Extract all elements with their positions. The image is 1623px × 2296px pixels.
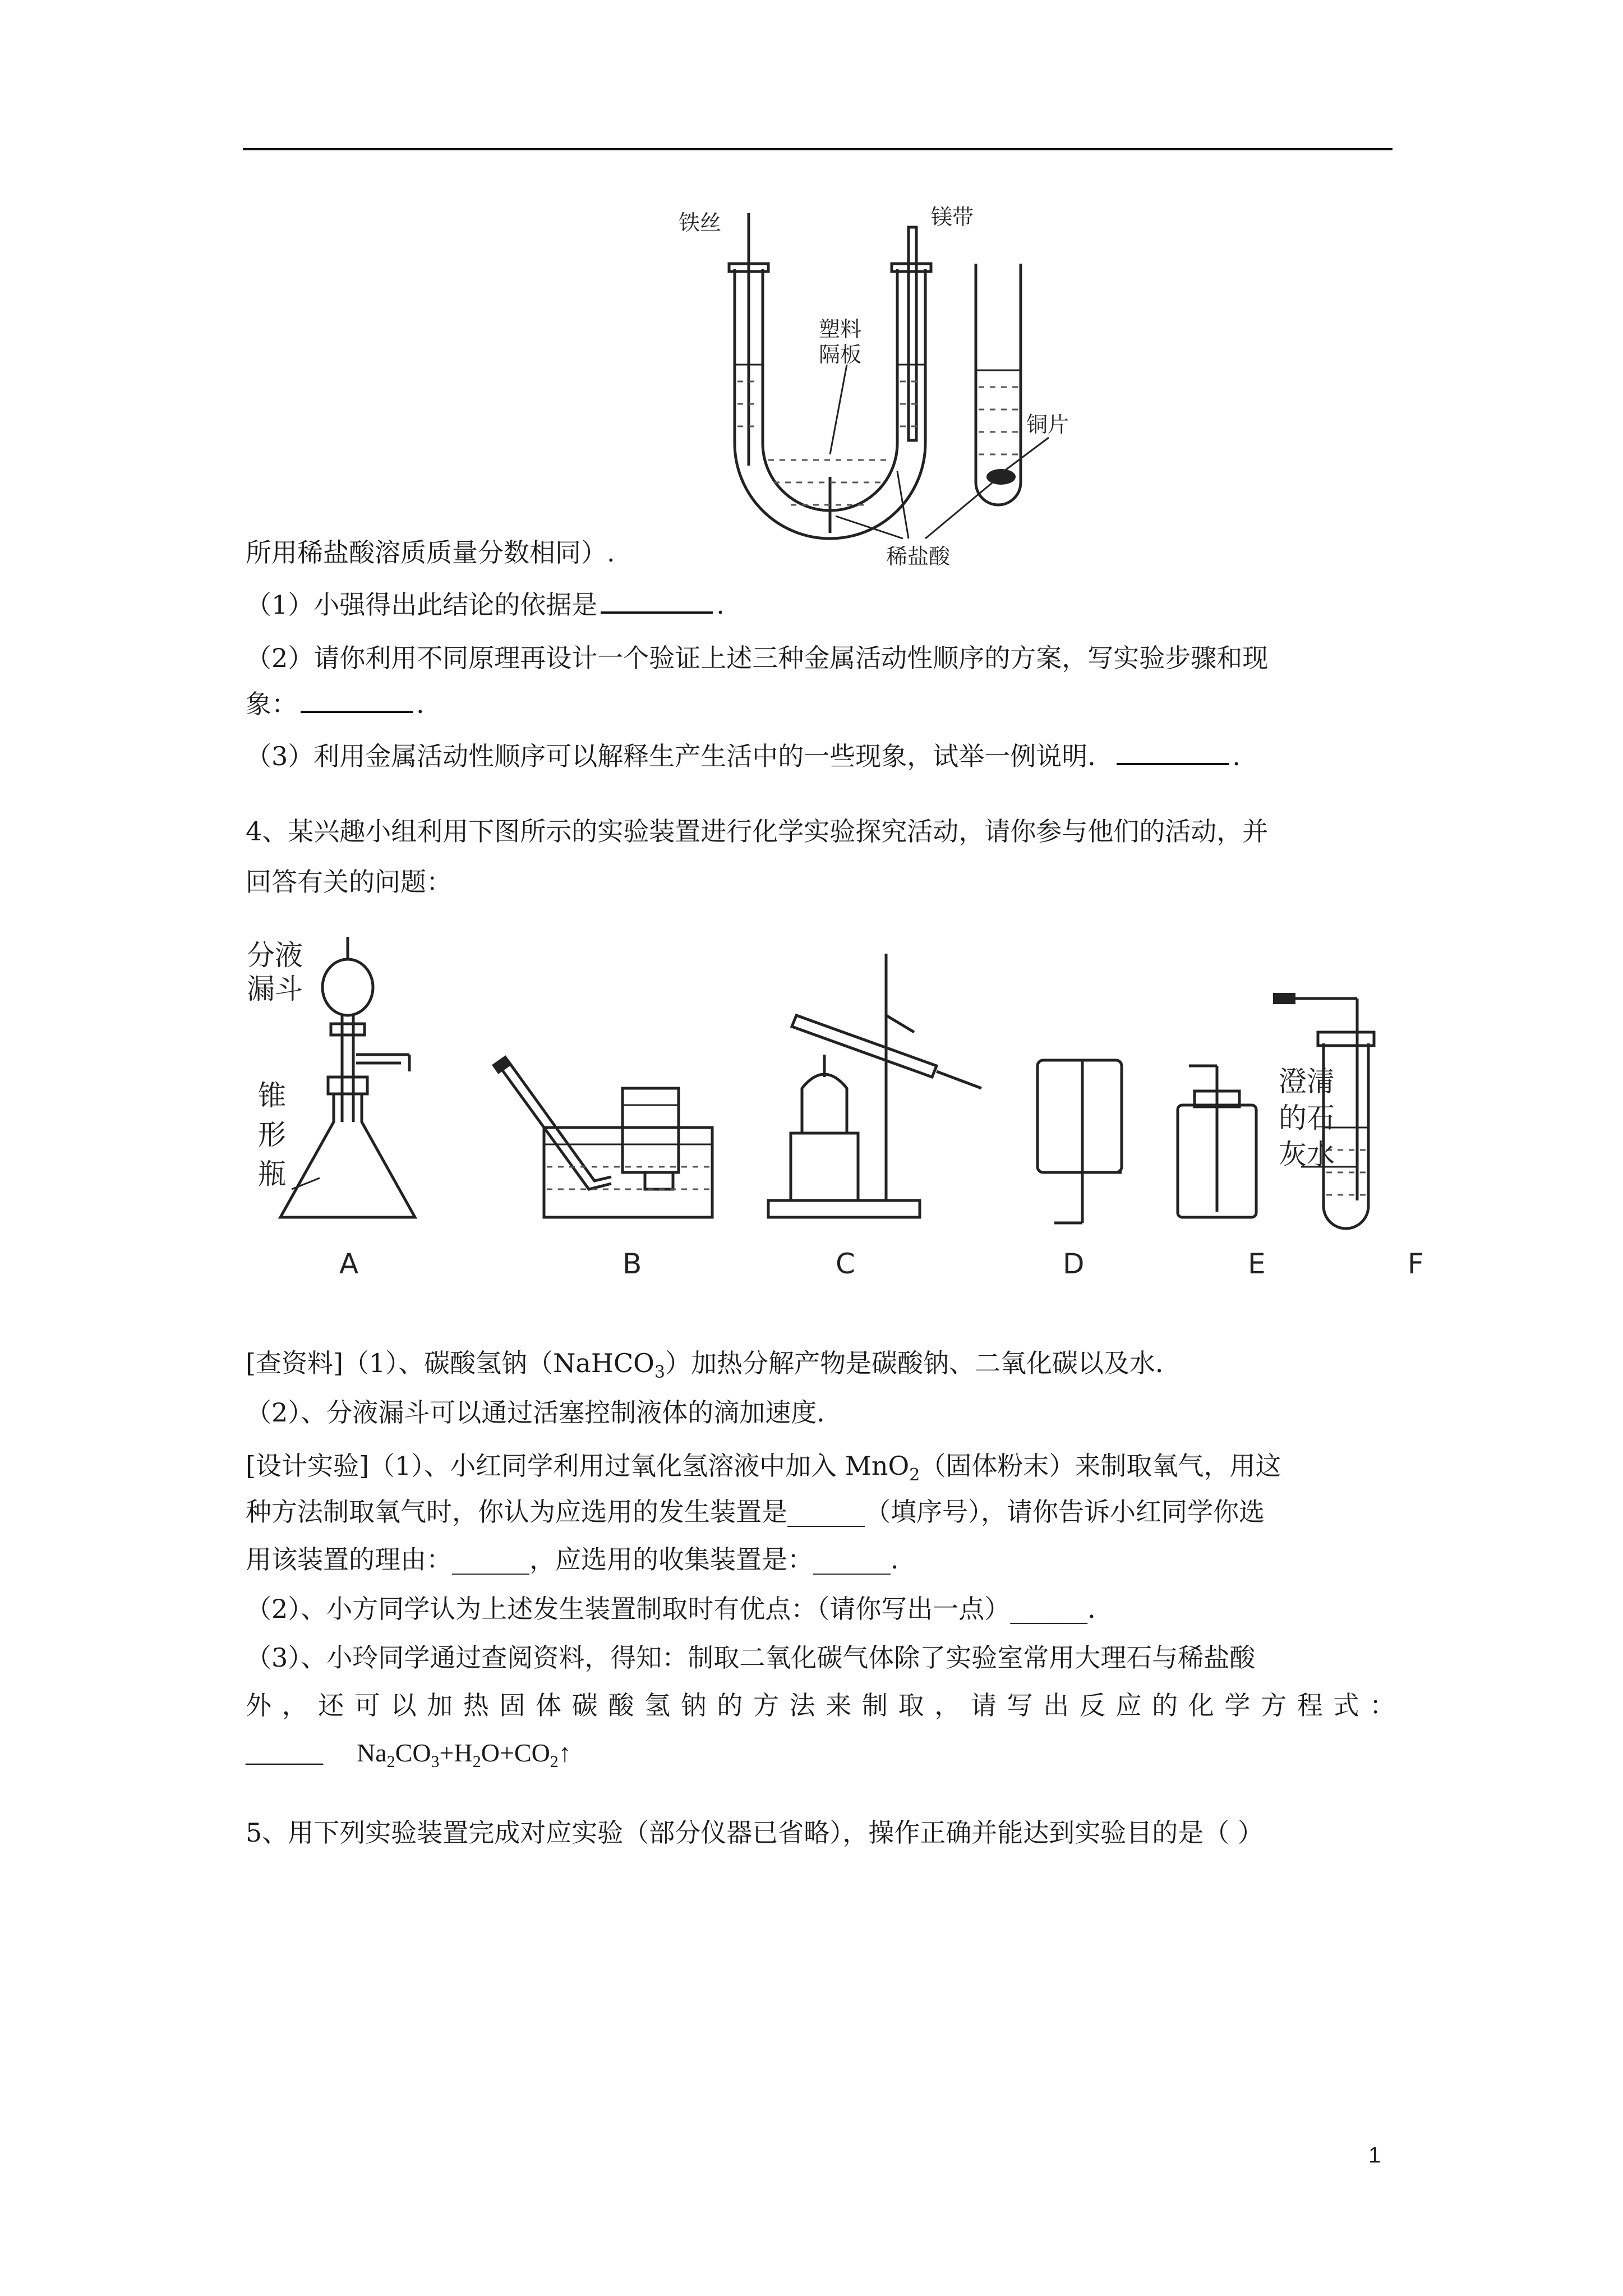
q3-part-2-line-2: [246, 687, 1395, 721]
q4-design-1-a: [设计实验]（1）、小红同学利用过氧化氢溶液中加入 MnO: [246, 1451, 910, 1481]
q3-part-3-text: （3）利用金属活动性顺序可以解释生产生活中的一些现象，试举一例说明．: [246, 741, 1114, 771]
q4-equation: [246, 1736, 1395, 1779]
q4-stem-line-2: 回答有关的问题：: [246, 867, 452, 897]
q3-part-2-text: 象：: [246, 689, 297, 719]
eq-sub: 2: [472, 1752, 481, 1771]
q4-info-1-c: ）加热分解产物是碳酸钠、二氧化碳以及水．: [665, 1348, 1181, 1378]
apparatus-c: [768, 954, 981, 1217]
eq-part: O+CO: [481, 1738, 550, 1767]
label-mg-strip: 镁带: [931, 205, 974, 229]
q4-design-1-c: （固体粉末）来制取氧气，用这: [920, 1451, 1281, 1481]
label-funnel-2: 漏斗: [247, 973, 303, 1005]
eq-sub: 2: [386, 1752, 395, 1771]
q4-design-part-2: （2）、小方同学认为上述发生装置制取时有优点：（请你写出一点）______．: [246, 1594, 1114, 1624]
label-b: B: [623, 1248, 642, 1280]
label-c: C: [836, 1248, 855, 1280]
label-dilute-hcl: 稀盐酸: [886, 544, 951, 569]
eq-part: +H: [439, 1738, 473, 1767]
q3-part-1: [246, 588, 1395, 622]
label-copper: 铜片: [1026, 412, 1069, 437]
q4-design-3: 用该装置的理由：______，应选用的收集装置是：______．: [246, 1544, 916, 1575]
label-d: D: [1063, 1248, 1085, 1280]
q4-design-1: [246, 1449, 1395, 1492]
apparatus-e: [1178, 1066, 1256, 1217]
label-iron-wire: 铁丝: [679, 210, 722, 235]
equation-blank: ______: [246, 1738, 323, 1767]
label-limewater-2: 的石: [1279, 1102, 1335, 1134]
label-e: E: [1248, 1248, 1266, 1280]
eq-part: CO: [395, 1738, 431, 1767]
q3-intro-tail: 所用稀盐酸溶质质量分数相同）.: [246, 537, 615, 568]
q4-design-1-sub: 2: [909, 1465, 920, 1485]
q4-stem-line-1: 4、某兴趣小组利用下图所示的实验装置进行化学实验探究活动，请你参与他们的活动，并: [246, 816, 1269, 846]
q3-part-3-end: .: [1232, 741, 1241, 771]
figure-u-tube-experiment: [662, 202, 1099, 572]
answer-blank: [301, 688, 413, 713]
label-partition-2: 隔板: [819, 342, 862, 367]
label-partition-1: 塑料: [819, 317, 862, 342]
q3-part-1-end: .: [716, 590, 725, 620]
gas-arrow: ↑: [558, 1738, 571, 1767]
eq-sub: 3: [431, 1752, 440, 1771]
answer-blank: [601, 589, 713, 614]
q4-info-1: [246, 1346, 1395, 1389]
eq-sub: 2: [550, 1752, 559, 1771]
label-flask-1: 锥: [258, 1079, 286, 1112]
q4-design-part-3-line-2: 外，还可以加热固体碳酸氢钠的方法来制取，请写出反应的化学方程式：: [246, 1690, 1395, 1720]
q3-part-3: [246, 739, 1395, 773]
q3-part-2-end: .: [416, 689, 425, 719]
q4-design-2: 种方法制取氧气时，你认为应选用的发生装置是______（填序号），请你告诉小红同学你选: [246, 1497, 1265, 1527]
q4-info-1-sub: 3: [654, 1363, 665, 1382]
copper-piece: [986, 469, 1016, 485]
apparatus-d: [1038, 1060, 1122, 1223]
page-number: 1: [1368, 2143, 1381, 2168]
label-funnel-1: 分液: [247, 939, 303, 972]
q4-design-part-3-line-1: （3）、小玲同学通过查阅资料，得知：制取二氧化碳气体除了实验室常用大理石与稀盐酸: [246, 1642, 1256, 1673]
label-limewater-1: 澄清: [1279, 1065, 1335, 1098]
label-limewater-3: 灰水: [1279, 1138, 1335, 1171]
q3-part-2-line-1: （2）请你利用不同原理再设计一个验证上述三种金属活动性顺序的方案，写实验步骤和现: [246, 643, 1269, 673]
q4-info-2: （2）、分液漏斗可以通过活塞控制液体的滴加速度．: [246, 1397, 843, 1428]
rubber-joint-b: [492, 1055, 512, 1074]
apparatus-b: [499, 1060, 712, 1217]
eq-part: Na: [357, 1738, 387, 1767]
label-flask-3: 瓶: [258, 1158, 286, 1190]
figure-apparatus-a-to-f: [241, 920, 1475, 1290]
label-flask-2: 形: [258, 1119, 286, 1151]
label-f: F: [1408, 1248, 1424, 1280]
q4-info-1-a: [查资料]（1）、碳酸氢钠（NaHCO: [246, 1348, 654, 1378]
answer-blank: [1117, 740, 1229, 765]
q5-stem: 5、用下列实验装置完成对应实验（部分仪器已省略），操作正确并能达到实验目的是（ ）: [246, 1818, 1264, 1848]
rubber-joint-f: [1273, 993, 1295, 1004]
label-a: A: [339, 1248, 359, 1280]
header-rule: [243, 148, 1393, 150]
q3-part-1-text: （1）小强得出此结论的依据是: [246, 590, 598, 620]
